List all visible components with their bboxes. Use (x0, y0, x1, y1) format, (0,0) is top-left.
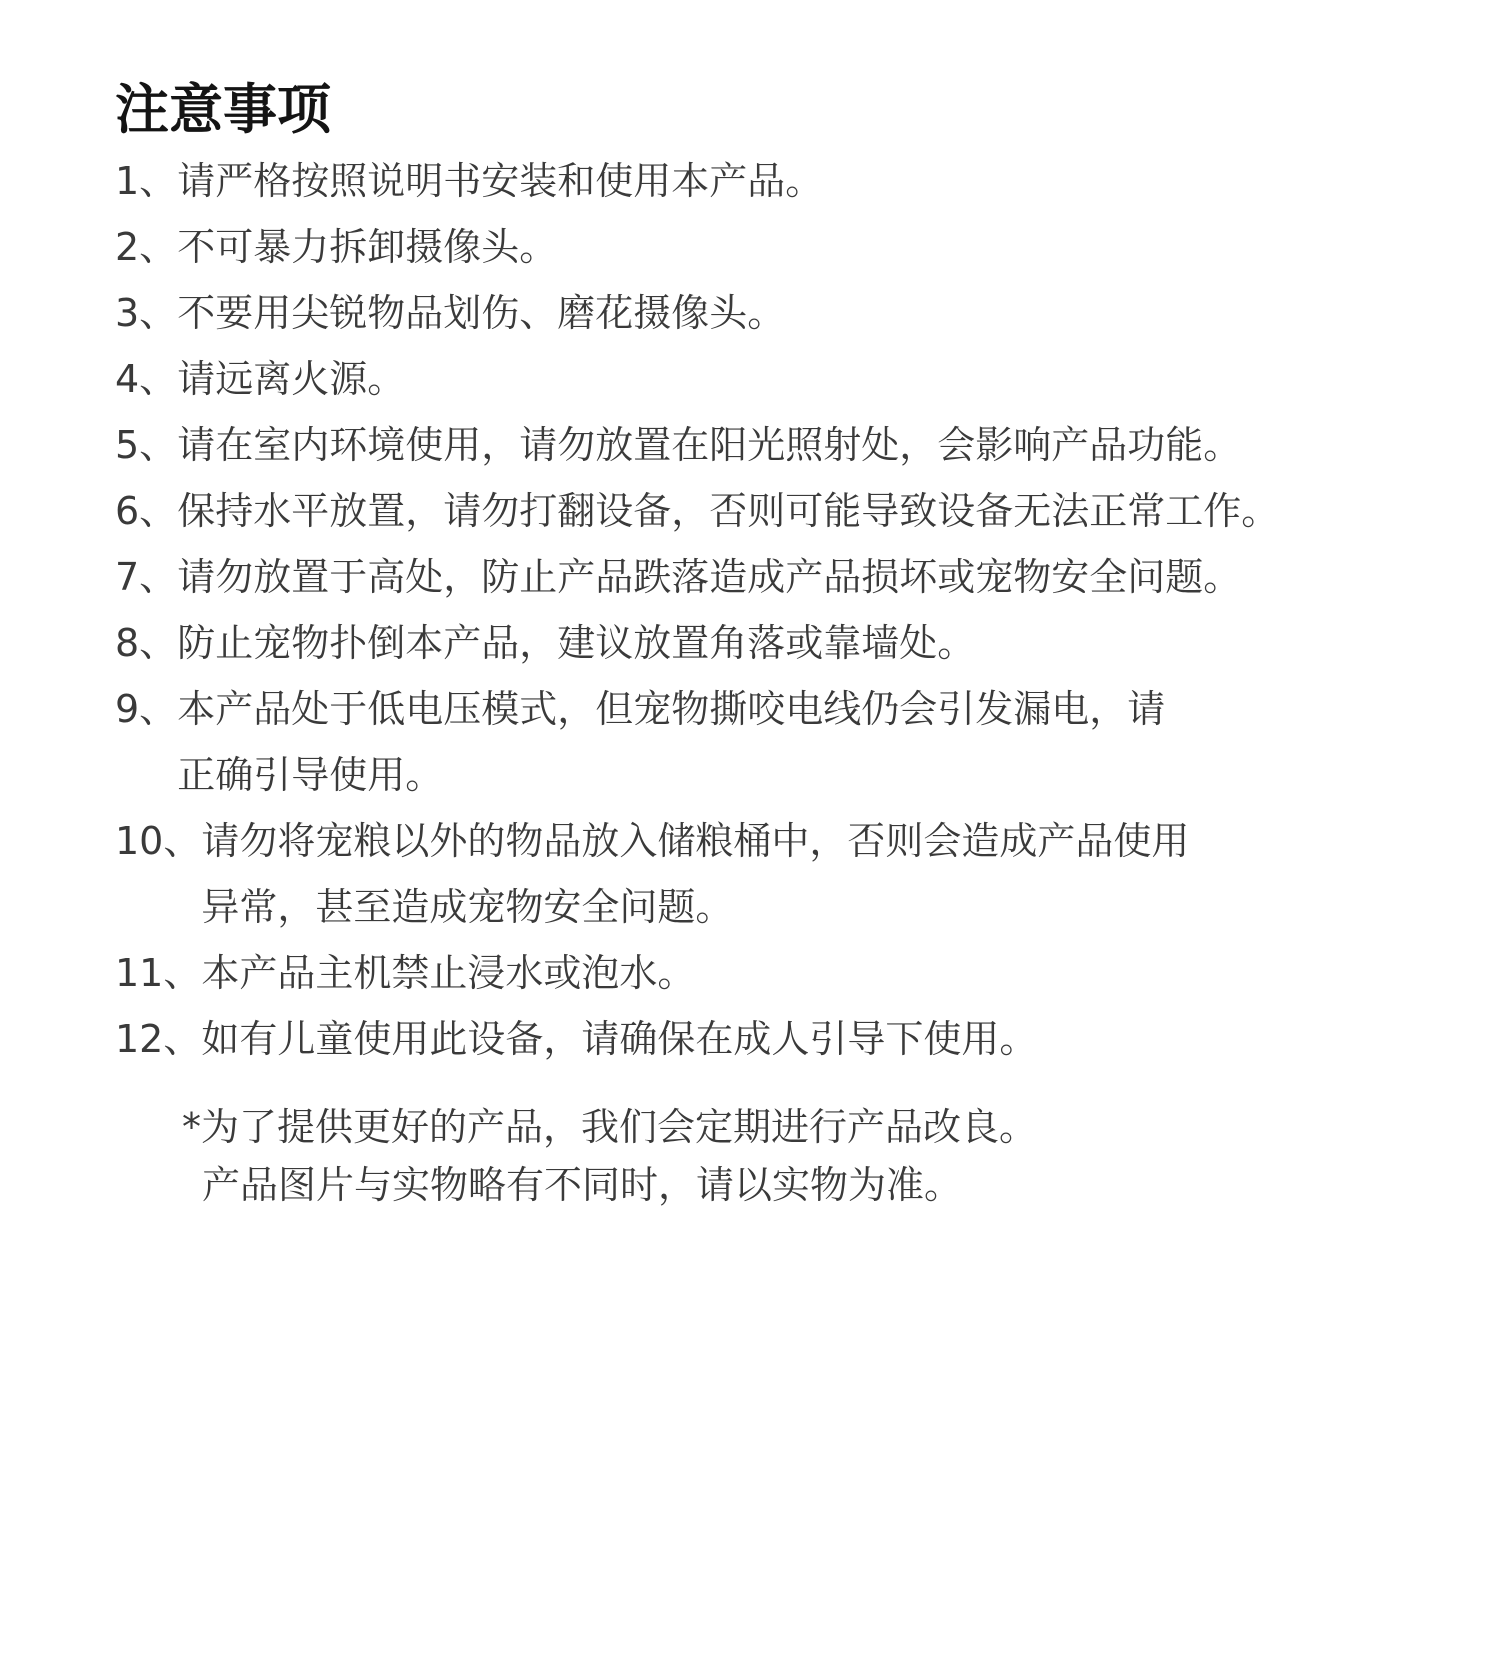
item-number: 7、 (115, 555, 178, 599)
list-item (115, 940, 1475, 1006)
item-line: 请勿放置于高处，防止产品跌落造成产品损坏或宠物安全问题。 (177, 555, 1242, 599)
precautions-list (115, 148, 1475, 1072)
item-text (177, 346, 405, 412)
item-number: 12、 (115, 1017, 202, 1061)
list-item (115, 544, 1475, 610)
list-item (115, 610, 1475, 676)
item-text (177, 544, 1241, 610)
item-line: 如有儿童使用此设备，请确保在成人引导下使用。 (201, 1017, 1038, 1061)
list-item (115, 346, 1475, 412)
item-line: 保持水平放置，请勿打翻设备，否则可能导致设备无法正常工作。 (177, 489, 1280, 533)
item-number: 6、 (115, 489, 178, 533)
list-item (115, 478, 1475, 544)
item-line: 本产品处于低电压模式，但宠物撕咬电线仍会引发漏电，请 (177, 687, 1166, 731)
item-text (201, 1006, 1037, 1072)
item-line: 不要用尖锐物品划伤、磨花摄像头。 (177, 291, 786, 335)
list-item (115, 676, 1475, 808)
item-text (201, 940, 695, 1006)
item-number: 2、 (115, 225, 178, 269)
item-number: 3、 (115, 291, 178, 335)
page-title: 注意事项 (115, 78, 331, 141)
item-line: 正确引导使用。 (177, 753, 444, 797)
footnote (182, 1098, 1037, 1214)
item-text (177, 478, 1279, 544)
item-line: 防止宠物扑倒本产品，建议放置角落或靠墙处。 (177, 621, 976, 665)
item-text (177, 148, 823, 214)
item-line: 异常，甚至造成宠物安全问题。 (201, 885, 734, 929)
item-number: 10、 (115, 819, 202, 863)
item-line: 请勿将宠粮以外的物品放入储粮桶中，否则会造成产品使用 (201, 819, 1190, 863)
list-item (115, 808, 1475, 940)
item-number: 1、 (115, 159, 178, 203)
item-number: 4、 (115, 357, 178, 401)
item-text (177, 412, 1241, 478)
item-line: 本产品主机禁止浸水或泡水。 (201, 951, 696, 995)
item-line: 请在室内环境使用，请勿放置在阳光照射处，会影响产品功能。 (177, 423, 1242, 467)
item-text (177, 610, 975, 676)
item-text (177, 280, 785, 346)
item-number: 11、 (115, 951, 202, 995)
list-item (115, 148, 1475, 214)
item-line: 请远离火源。 (177, 357, 406, 401)
item-number: 9、 (115, 687, 178, 731)
list-item (115, 1006, 1475, 1072)
list-item (115, 214, 1475, 280)
item-line: 请严格按照说明书安装和使用本产品。 (177, 159, 824, 203)
list-item (115, 412, 1475, 478)
item-text (177, 214, 557, 280)
item-text (177, 676, 1165, 808)
footnote-line: *为了提供更好的产品，我们会定期进行产品改良。 (182, 1105, 1038, 1149)
item-number: 5、 (115, 423, 178, 467)
list-item (115, 280, 1475, 346)
item-line: 不可暴力拆卸摄像头。 (177, 225, 558, 269)
item-number: 8、 (115, 621, 178, 665)
item-text (201, 808, 1189, 940)
footnote-line: 产品图片与实物略有不同时，请以实物为准。 (202, 1163, 963, 1207)
